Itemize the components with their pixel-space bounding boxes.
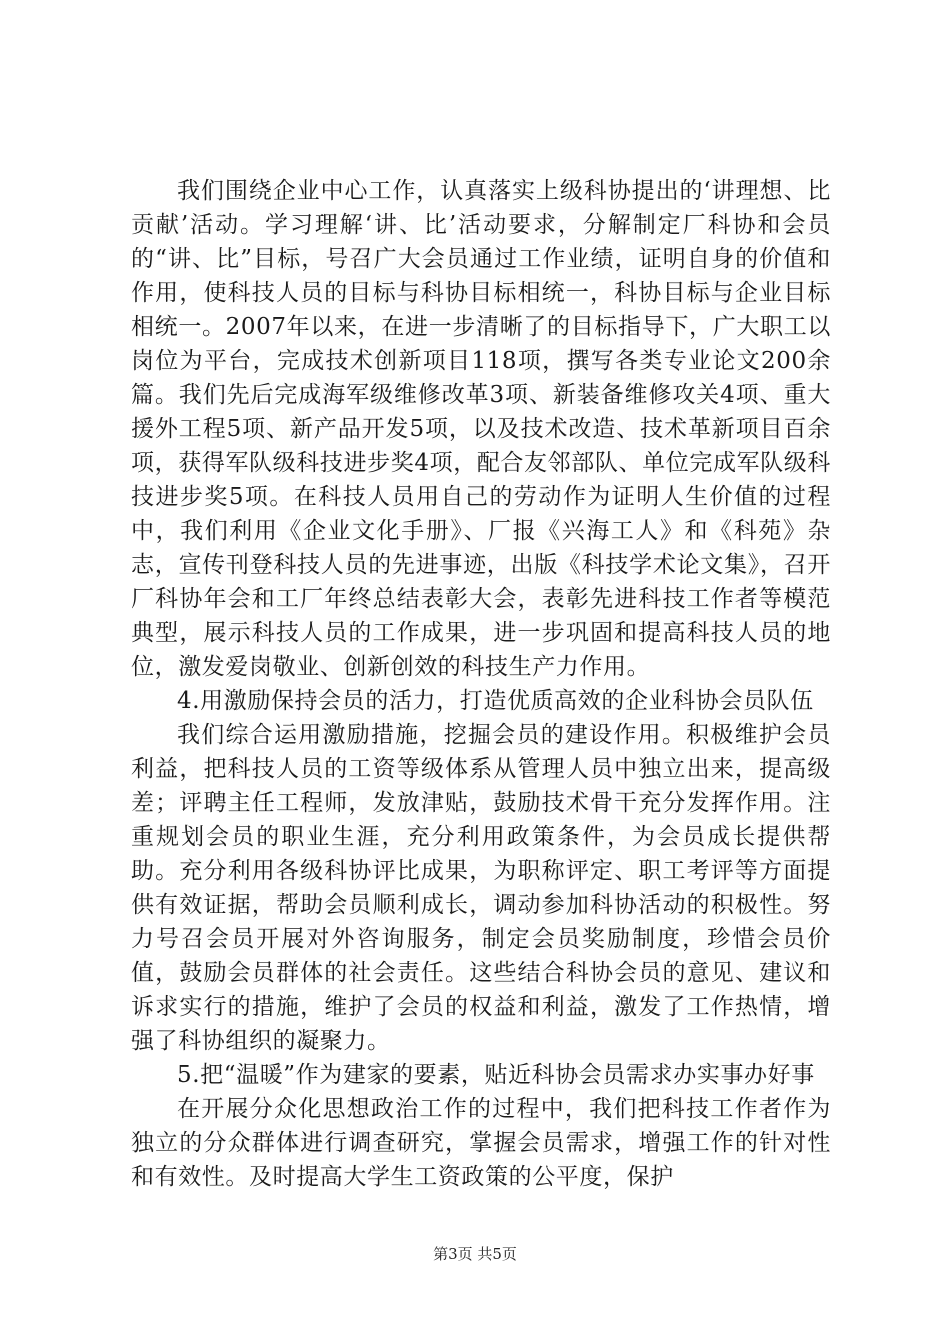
paragraph-incentives: 我们综合运用激励措施，挖掘会员的建设作用。积极维护会员利益，把科技人员的工资等级体系从管理人员中独立出来，提高级差；评聘主任工程师，发放津贴，鼓励技术骨干充分发挥作用。注重规划会员的职业生涯，充分利用政策条件，为会员成长提供帮助。充分利用各级科协评比成果，为职称评定、职工考评等方面提供有效证据，帮助会员顺利成长，调动参加科协活动的积极性。努力号召会员开展对外咨询服务，制定会员奖励制度，珍惜会员价值，鼓励会员群体的社会责任。这些结合科协会员的意见、建议和诉求实行的措施，维护了会员的权益和利益，激发了工作热情，增强了科协组织的凝聚力。: [131, 722, 831, 1054]
section-heading-4: 4.用激励保持会员的活力，打造优质高效的企业科协会员队伍: [177, 688, 814, 714]
document-body: [131, 174, 831, 1194]
paragraph-member-needs: 在开展分众化思想政治工作的过程中，我们把科技工作者作为独立的分众群体进行调查研究，掌握会员需求，增强工作的针对性和有效性。及时提高大学生工资政策的公平度，保护: [131, 1096, 831, 1190]
section-heading-5: 5.把“温暖”作为建家的要素，贴近科协会员需求办实事办好事: [177, 1062, 815, 1088]
paragraph-science-activities: 我们围绕企业中心工作，认真落实上级科协提出的‘讲理想、比贡献’活动。学习理解‘讲、比’活动要求，分解制定厂科协和会员的“讲、比”目标，号召广大会员通过工作业绩，证明自身的价值和作用，使科技人员的目标与科协目标相统一，科协目标与企业目标相统一。2007年以来，在进一步清晰了的目标指导下，广大职工以岗位为平台，完成技术创新项目118项，撰写各类专业论文200余篇。我们先后完成海军级维修改革3项、新装备维修攻关4项、重大援外工程5项、新产品开发5项，以及技术改造、技术革新项目百余项，获得军队级科技进步奖4项，配合友邻部队、单位完成军队级科技进步奖5项。在科技人员用自己的劳动作为证明人生价值的过程中，我们利用《企业文化手册》、厂报《兴海工人》和《科苑》杂志，宣传刊登科技人员的先进事迹，出版《科技学术论文集》，召开厂科协年会和工厂年终总结表彰大会，表彰先进科技工作者等模范典型，展示科技人员的工作成果，进一步巩固和提高科技人员的地位，激发爱岗敬业、创新创效的科技生产力作用。: [131, 178, 831, 680]
page-number-footer: 第3页 共5页: [433, 1245, 517, 1263]
